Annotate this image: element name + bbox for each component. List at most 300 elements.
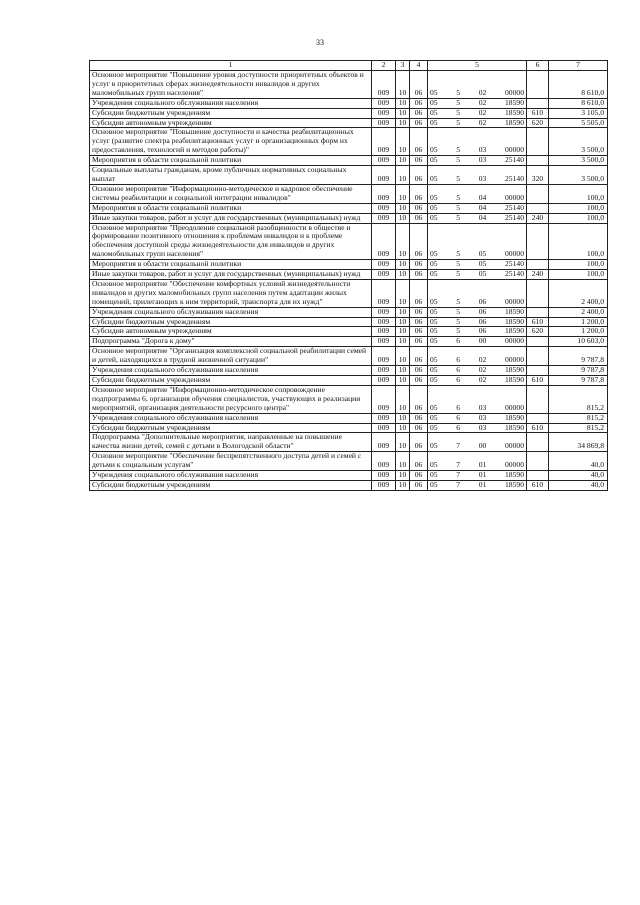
- target-article-part: 05: [430, 375, 438, 384]
- row-name: Подпрограмма "Дополнительные мероприятия, направленные на повышение качества жизни детей, семей с детьми в Вологодской области": [90, 433, 372, 452]
- ministry-code: 009: [372, 98, 396, 108]
- row-name: Основное мероприятие "Повышение доступности и качества реабилитационных услуг (развитие спектра реабилитационных услуг и организационных форм их предоставления, технологий и методов работы)": [90, 128, 372, 156]
- subsection-code: 06: [410, 213, 428, 223]
- amount: 9 787,8: [549, 376, 608, 386]
- target-article-part: 01: [478, 470, 487, 480]
- target-article-code: [428, 337, 527, 347]
- expense-type-code: 610: [527, 376, 549, 386]
- target-article-part: 18590: [505, 118, 524, 127]
- header-cell: 3: [396, 61, 410, 71]
- subsection-code: 06: [410, 327, 428, 337]
- target-article-part: 05: [430, 413, 438, 422]
- target-article-part: 05: [430, 145, 438, 155]
- ministry-code: 009: [372, 385, 396, 413]
- target-article-part: 6: [456, 355, 461, 365]
- subsection-code: 06: [410, 223, 428, 260]
- section-code: 10: [396, 279, 410, 307]
- target-article-part: 18590: [505, 470, 524, 480]
- target-article-part: 06: [478, 317, 487, 326]
- amount: 100,0: [549, 203, 608, 213]
- amount: 2 400,0: [549, 307, 608, 317]
- ministry-code: 009: [372, 366, 396, 376]
- header-cell: 2: [372, 61, 396, 71]
- section-code: 10: [396, 423, 410, 433]
- target-article-code: [428, 347, 527, 366]
- header-cell: 6: [527, 61, 549, 71]
- expense-type-code: [527, 260, 549, 270]
- table-row: [90, 118, 608, 128]
- expense-type-code: [527, 203, 549, 213]
- row-name: Субсидии автономным учреждениям: [90, 118, 372, 128]
- target-article-code: [428, 376, 527, 386]
- section-code: 10: [396, 452, 410, 471]
- table-row: [90, 279, 608, 307]
- subsection-code: 06: [410, 471, 428, 481]
- amount: 815,2: [549, 423, 608, 433]
- table-row: [90, 203, 608, 213]
- ministry-code: 009: [372, 433, 396, 452]
- ministry-code: 009: [372, 480, 396, 490]
- amount: 100,0: [549, 184, 608, 203]
- target-article-part: 00000: [505, 355, 524, 365]
- target-article-part: 05: [430, 423, 438, 432]
- target-article-part: 00: [478, 336, 487, 346]
- ministry-code: 009: [372, 307, 396, 317]
- target-article-part: 5: [456, 108, 461, 117]
- row-name: Субсидии бюджетным учреждениям: [90, 317, 372, 327]
- ministry-code: 009: [372, 327, 396, 337]
- expense-type-code: [527, 71, 549, 99]
- target-article-part: 05: [478, 269, 487, 279]
- subsection-code: 06: [410, 347, 428, 366]
- target-article-part: 01: [478, 460, 487, 470]
- table-row: [90, 471, 608, 481]
- table-row: [90, 71, 608, 99]
- target-article-part: 5: [456, 203, 461, 212]
- ministry-code: 009: [372, 452, 396, 471]
- target-article-code: [428, 452, 527, 471]
- ministry-code: 009: [372, 376, 396, 386]
- amount: 9 787,8: [549, 347, 608, 366]
- subsection-code: 06: [410, 413, 428, 423]
- amount: 815,2: [549, 413, 608, 423]
- target-article-part: 18590: [505, 317, 524, 326]
- expense-type-code: [527, 184, 549, 203]
- target-article-part: 5: [456, 173, 461, 183]
- row-name: Основное мероприятие "Повышение уровня доступности приоритетных объектов и услуг в приоритетных сферах жизнедеятельности инвалидов и других маломобильных групп населения": [90, 71, 372, 99]
- amount: 40,0: [549, 471, 608, 481]
- target-article-part: 02: [478, 98, 487, 107]
- row-name: Учреждения социального обслуживания населения: [90, 366, 372, 376]
- target-article-part: 05: [478, 259, 487, 269]
- target-article-part: 5: [456, 259, 461, 269]
- target-article-part: 05: [430, 470, 438, 480]
- expense-type-code: [527, 471, 549, 481]
- target-article-code: [428, 98, 527, 108]
- expense-type-code: 610: [527, 108, 549, 118]
- expense-type-code: [527, 366, 549, 376]
- header-cell: 4: [410, 61, 428, 71]
- section-code: 10: [396, 337, 410, 347]
- row-name: Основное мероприятие "Обеспечение комфортных условий жизнедеятельности инвалидов и других маломобильных групп населения путем адаптации жилых помещений, прилегающих к ним территорий, транспорта для их нужд": [90, 279, 372, 307]
- amount: 1 200,0: [549, 327, 608, 337]
- target-article-code: [428, 433, 527, 452]
- table-row: [90, 376, 608, 386]
- ministry-code: 009: [372, 413, 396, 423]
- target-article-part: 18590: [505, 480, 524, 489]
- amount: 8 610,0: [549, 71, 608, 99]
- section-code: 10: [396, 317, 410, 327]
- expense-type-code: [527, 347, 549, 366]
- target-article-code: [428, 270, 527, 280]
- section-code: 10: [396, 223, 410, 260]
- amount: 100,0: [549, 270, 608, 280]
- target-article-code: [428, 480, 527, 490]
- target-article-part: 03: [478, 173, 487, 183]
- target-article-part: 5: [456, 155, 461, 165]
- target-article-part: 05: [430, 336, 438, 346]
- table-row: [90, 385, 608, 413]
- target-article-part: 05: [430, 296, 438, 306]
- expense-type-code: 610: [527, 317, 549, 327]
- table-row: [90, 452, 608, 471]
- section-code: 10: [396, 71, 410, 99]
- ministry-code: 009: [372, 260, 396, 270]
- target-article-part: 06: [478, 307, 487, 316]
- section-code: 10: [396, 366, 410, 376]
- target-article-part: 05: [430, 402, 438, 412]
- row-name: Мероприятия в области социальной политики: [90, 260, 372, 270]
- target-article-part: 04: [478, 213, 487, 222]
- subsection-code: 06: [410, 423, 428, 433]
- target-article-part: 00000: [505, 441, 524, 451]
- target-article-part: 04: [478, 203, 487, 212]
- expense-type-code: [527, 98, 549, 108]
- target-article-part: 02: [478, 355, 487, 365]
- ministry-code: 009: [372, 471, 396, 481]
- target-article-code: [428, 108, 527, 118]
- ministry-code: 009: [372, 166, 396, 185]
- target-article-part: 05: [430, 87, 438, 97]
- target-article-part: 6: [456, 402, 461, 412]
- row-name: Основное мероприятие "Преодоление социальной разобщенности в обществе и формирование позитивного отношения к проблемам инвалидов и к проблеме обеспечения доступной среды жизнедеятельности для инвалидов и других маломобильных групп населения": [90, 223, 372, 260]
- amount: 5 505,0: [549, 118, 608, 128]
- target-article-part: 25140: [505, 259, 524, 269]
- ministry-code: 009: [372, 347, 396, 366]
- table-row: [90, 223, 608, 260]
- subsection-code: 06: [410, 156, 428, 166]
- amount: 3 500,0: [549, 156, 608, 166]
- ministry-code: 009: [372, 423, 396, 433]
- target-article-part: 5: [456, 269, 461, 279]
- subsection-code: 06: [410, 480, 428, 490]
- subsection-code: 06: [410, 128, 428, 156]
- target-article-part: 05: [430, 192, 438, 202]
- subsection-code: 06: [410, 166, 428, 185]
- target-article-code: [428, 260, 527, 270]
- amount: 10 603,0: [549, 337, 608, 347]
- expense-type-code: [527, 156, 549, 166]
- subsection-code: 06: [410, 118, 428, 128]
- target-article-code: [428, 423, 527, 433]
- target-article-code: [428, 118, 527, 128]
- row-name: Мероприятия в области социальной политики: [90, 156, 372, 166]
- target-article-part: 18590: [505, 375, 524, 384]
- target-article-part: 00000: [505, 192, 524, 202]
- section-code: 10: [396, 156, 410, 166]
- table-row: [90, 366, 608, 376]
- target-article-part: 02: [478, 375, 487, 384]
- target-article-part: 04: [478, 192, 487, 202]
- ministry-code: 009: [372, 337, 396, 347]
- table-row: [90, 433, 608, 452]
- target-article-part: 00: [478, 441, 487, 451]
- budget-table: [89, 60, 608, 491]
- amount: 3 105,0: [549, 108, 608, 118]
- ministry-code: 009: [372, 203, 396, 213]
- row-name: Основное мероприятие "Информационно-методическое и кадровое обеспечение системы реабилитации и социальной интеграции инвалидов": [90, 184, 372, 203]
- section-code: 10: [396, 213, 410, 223]
- table-row: [90, 108, 608, 118]
- amount: 8 610,0: [549, 98, 608, 108]
- expense-type-code: 240: [527, 213, 549, 223]
- row-name: Субсидии бюджетным учреждениям: [90, 423, 372, 433]
- target-article-code: [428, 307, 527, 317]
- expense-type-code: [527, 307, 549, 317]
- target-article-part: 5: [456, 307, 461, 316]
- subsection-code: 06: [410, 307, 428, 317]
- section-code: 10: [396, 327, 410, 337]
- target-article-code: [428, 279, 527, 307]
- table-row: [90, 413, 608, 423]
- target-article-part: 05: [430, 259, 438, 269]
- target-article-part: 6: [456, 365, 461, 375]
- target-article-part: 02: [478, 108, 487, 117]
- target-article-part: 5: [456, 145, 461, 155]
- target-article-part: 6: [456, 336, 461, 346]
- table-row: [90, 337, 608, 347]
- section-code: 10: [396, 118, 410, 128]
- section-code: 10: [396, 433, 410, 452]
- target-article-part: 7: [456, 470, 461, 480]
- amount: 3 500,0: [549, 166, 608, 185]
- subsection-code: 06: [410, 317, 428, 327]
- target-article-part: 5: [456, 118, 461, 127]
- target-article-part: 00000: [505, 402, 524, 412]
- expense-type-code: [527, 433, 549, 452]
- target-article-code: [428, 71, 527, 99]
- target-article-part: 05: [430, 326, 438, 336]
- section-code: 10: [396, 108, 410, 118]
- amount: 100,0: [549, 223, 608, 260]
- target-article-code: [428, 156, 527, 166]
- table-row: [90, 213, 608, 223]
- amount: 34 869,8: [549, 433, 608, 452]
- expense-type-code: [527, 337, 549, 347]
- target-article-part: 05: [430, 355, 438, 365]
- ministry-code: 009: [372, 128, 396, 156]
- row-name: Учреждения социального обслуживания населения: [90, 471, 372, 481]
- target-article-code: [428, 223, 527, 260]
- subsection-code: 06: [410, 337, 428, 347]
- target-article-part: 5: [456, 213, 461, 222]
- amount: 815,2: [549, 385, 608, 413]
- target-article-part: 6: [456, 413, 461, 422]
- amount: 1 200,0: [549, 317, 608, 327]
- subsection-code: 06: [410, 366, 428, 376]
- target-article-code: [428, 366, 527, 376]
- target-article-part: 02: [478, 118, 487, 127]
- target-article-part: 5: [456, 296, 461, 306]
- amount: 100,0: [549, 213, 608, 223]
- target-article-part: 5: [456, 326, 461, 336]
- section-code: 10: [396, 347, 410, 366]
- expense-type-code: 320: [527, 166, 549, 185]
- target-article-code: [428, 413, 527, 423]
- subsection-code: 06: [410, 279, 428, 307]
- target-article-part: 18590: [505, 307, 524, 316]
- expense-type-code: [527, 279, 549, 307]
- target-article-part: 01: [478, 480, 487, 489]
- target-article-part: 03: [478, 155, 487, 165]
- section-code: 10: [396, 98, 410, 108]
- amount: 9 787,8: [549, 366, 608, 376]
- section-code: 10: [396, 166, 410, 185]
- target-article-part: 06: [478, 296, 487, 306]
- target-article-part: 03: [478, 413, 487, 422]
- subsection-code: 06: [410, 184, 428, 203]
- target-article-code: [428, 203, 527, 213]
- table-row: [90, 166, 608, 185]
- target-article-part: 18590: [505, 365, 524, 375]
- ministry-code: 009: [372, 213, 396, 223]
- header-row: [90, 61, 608, 71]
- subsection-code: 06: [410, 376, 428, 386]
- table-row: [90, 423, 608, 433]
- target-article-part: 25140: [505, 173, 524, 183]
- page-number: 33: [316, 38, 324, 47]
- target-article-part: 18590: [505, 326, 524, 336]
- target-article-part: 05: [430, 213, 438, 222]
- target-article-part: 05: [430, 365, 438, 375]
- amount: 40,0: [549, 452, 608, 471]
- subsection-code: 06: [410, 270, 428, 280]
- amount: 100,0: [549, 260, 608, 270]
- target-article-part: 05: [430, 98, 438, 107]
- target-article-part: 25140: [505, 203, 524, 212]
- table-row: [90, 347, 608, 366]
- ministry-code: 009: [372, 71, 396, 99]
- subsection-code: 06: [410, 260, 428, 270]
- target-article-part: 05: [430, 460, 438, 470]
- section-code: 10: [396, 128, 410, 156]
- section-code: 10: [396, 260, 410, 270]
- subsection-code: 06: [410, 71, 428, 99]
- target-article-part: 5: [456, 317, 461, 326]
- target-article-part: 03: [478, 423, 487, 432]
- header-cell: 1: [90, 61, 372, 71]
- table-row: [90, 317, 608, 327]
- section-code: 10: [396, 480, 410, 490]
- section-code: 10: [396, 184, 410, 203]
- header-cell: 5: [428, 61, 527, 71]
- subsection-code: 06: [410, 108, 428, 118]
- ministry-code: 009: [372, 279, 396, 307]
- target-article-code: [428, 128, 527, 156]
- section-code: 10: [396, 376, 410, 386]
- target-article-part: 18590: [505, 98, 524, 107]
- table-row: [90, 480, 608, 490]
- expense-type-code: [527, 452, 549, 471]
- target-article-part: 05: [430, 249, 438, 259]
- target-article-part: 05: [478, 249, 487, 259]
- target-article-part: 6: [456, 375, 461, 384]
- target-article-part: 00000: [505, 87, 524, 97]
- table-row: [90, 260, 608, 270]
- ministry-code: 009: [372, 108, 396, 118]
- target-article-part: 5: [456, 249, 461, 259]
- expense-type-code: [527, 413, 549, 423]
- expense-type-code: 610: [527, 480, 549, 490]
- target-article-part: 18590: [505, 413, 524, 422]
- row-name: Основное мероприятие "Информационно-методическое сопровождение подпрограммы 6, организация обучения специалистов, участвующих в реализации мероприятий, организация деятельности ресурсного центра": [90, 385, 372, 413]
- row-name: Иные закупки товаров, работ и услуг для государственных (муниципальных) нужд: [90, 270, 372, 280]
- target-article-code: [428, 213, 527, 223]
- table-row: [90, 327, 608, 337]
- subsection-code: 06: [410, 385, 428, 413]
- subsection-code: 06: [410, 433, 428, 452]
- expense-type-code: 620: [527, 118, 549, 128]
- header-cell: 7: [549, 61, 608, 71]
- table-row: [90, 184, 608, 203]
- expense-type-code: [527, 128, 549, 156]
- ministry-code: 009: [372, 184, 396, 203]
- target-article-code: [428, 166, 527, 185]
- target-article-part: 18590: [505, 108, 524, 117]
- row-name: Учреждения социального обслуживания населения: [90, 307, 372, 317]
- expense-type-code: [527, 223, 549, 260]
- row-name: Учреждения социального обслуживания населения: [90, 413, 372, 423]
- table-row: [90, 307, 608, 317]
- target-article-code: [428, 327, 527, 337]
- table-row: [90, 98, 608, 108]
- ministry-code: 009: [372, 317, 396, 327]
- row-name: Субсидии бюджетным учреждениям: [90, 480, 372, 490]
- row-name: Социальные выплаты гражданам, кроме публичных нормативных социальных выплат: [90, 166, 372, 185]
- row-name: Иные закупки товаров, работ и услуг для государственных (муниципальных) нужд: [90, 213, 372, 223]
- target-article-part: 05: [430, 108, 438, 117]
- target-article-part: 05: [430, 203, 438, 212]
- row-name: Основное мероприятие "Обеспечение беспрепятственного доступа детей и семей с детьми к социальным услугам": [90, 452, 372, 471]
- target-article-part: 25140: [505, 213, 524, 222]
- target-article-part: 05: [430, 307, 438, 316]
- target-article-part: 6: [456, 423, 461, 432]
- target-article-part: 00000: [505, 249, 524, 259]
- amount: 40,0: [549, 480, 608, 490]
- target-article-part: 00000: [505, 296, 524, 306]
- target-article-part: 02: [478, 87, 487, 97]
- subsection-code: 06: [410, 203, 428, 213]
- target-article-code: [428, 385, 527, 413]
- subsection-code: 06: [410, 452, 428, 471]
- target-article-part: 05: [430, 441, 438, 451]
- table-row: [90, 270, 608, 280]
- target-article-code: [428, 317, 527, 327]
- target-article-part: 00000: [505, 145, 524, 155]
- target-article-part: 03: [478, 402, 487, 412]
- target-article-part: 05: [430, 480, 438, 489]
- row-name: Субсидии автономным учреждениям: [90, 327, 372, 337]
